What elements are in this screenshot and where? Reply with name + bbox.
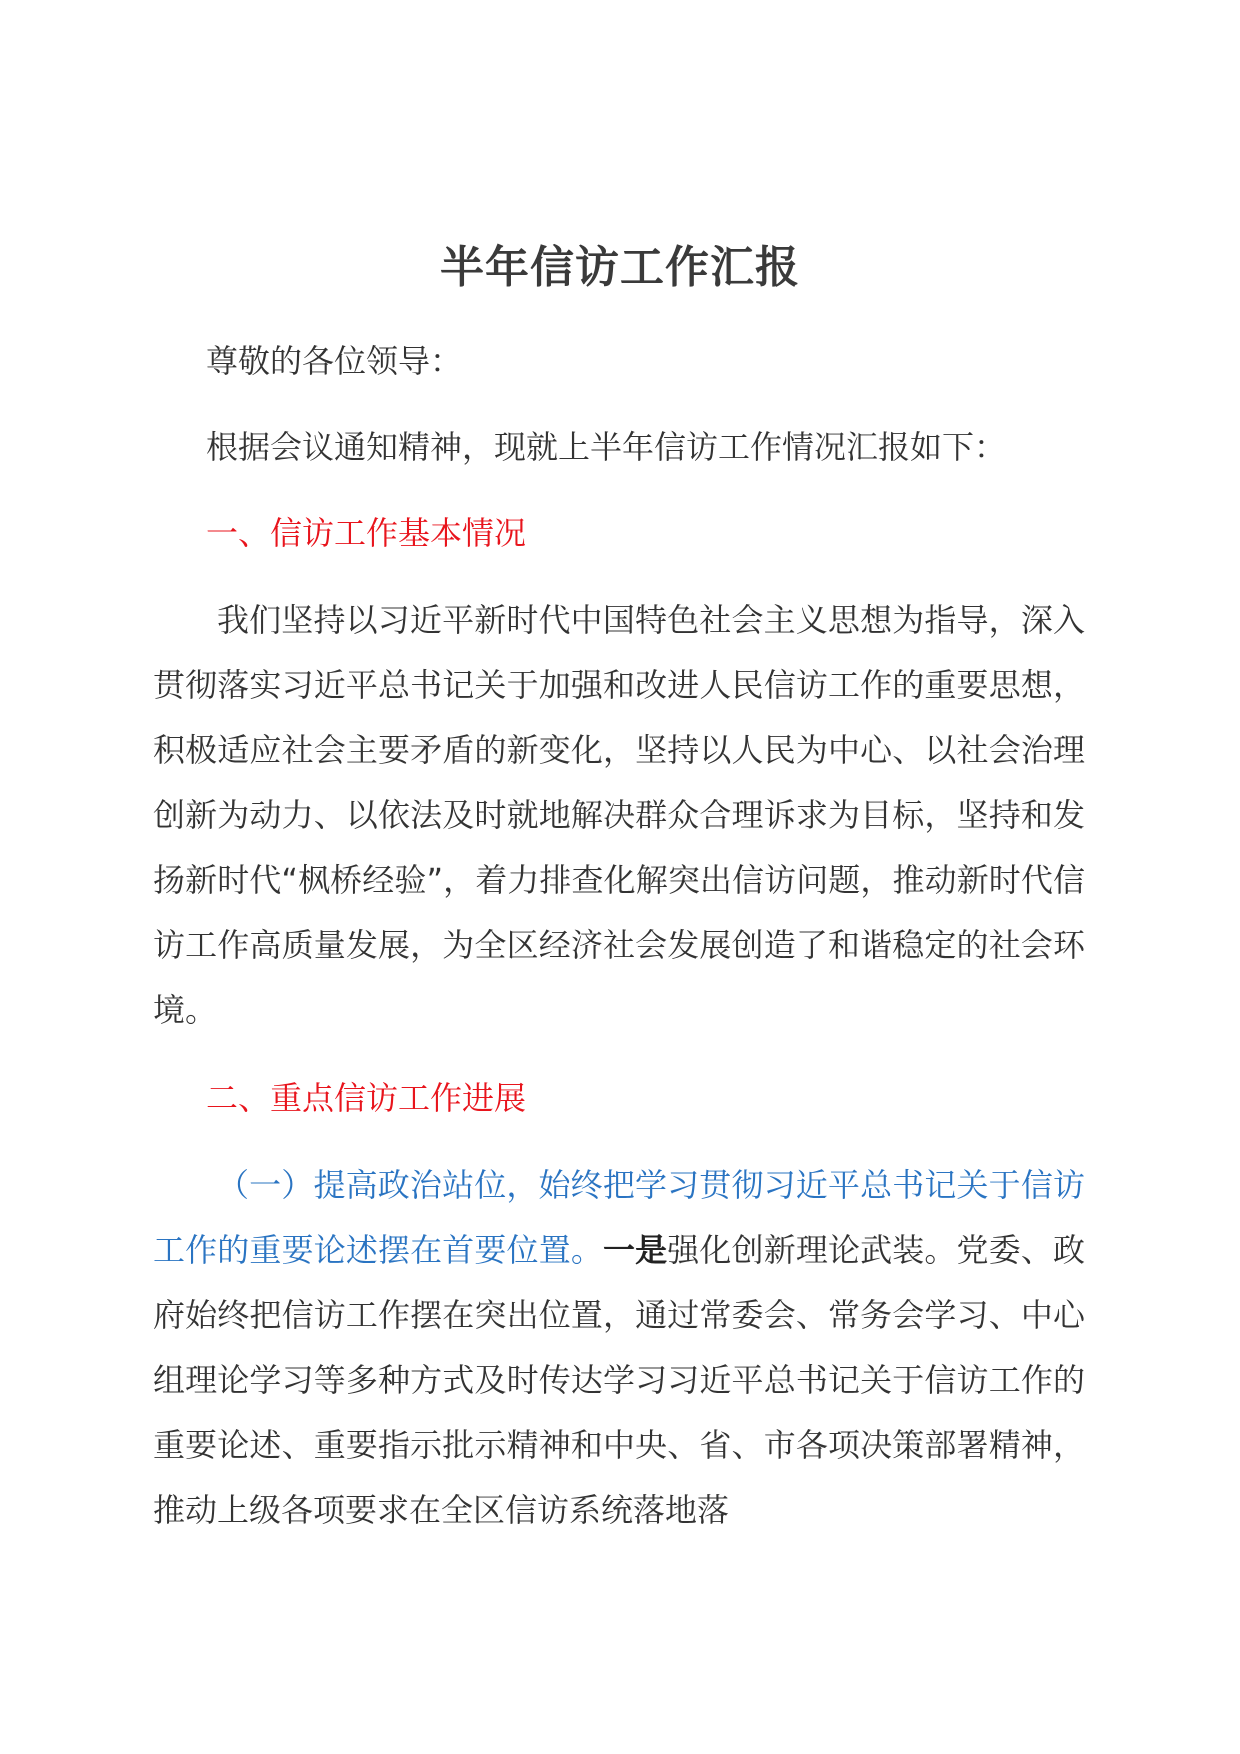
section2-paragraph: [153, 1153, 1085, 1543]
subsection1-lead: 一是: [602, 1231, 668, 1269]
intro-paragraph: 根据会议通知精神，现就上半年信访工作情况汇报如下：: [206, 428, 1007, 466]
section1-heading: 一、信访工作基本情况: [206, 514, 527, 552]
salutation: 尊敬的各位领导：: [206, 342, 463, 380]
section2-heading: 二、重点信访工作进展: [206, 1079, 527, 1117]
document-title: 半年信访工作汇报: [440, 242, 800, 293]
subsection1-heading: （一）提高政治站位，始终把学习贯彻习近平总书记关于信访工作的重要论述摆在首要位置。: [153, 1166, 1085, 1269]
subsection1-text: 强化创新理论武装。党委、政府始终把信访工作摆在突出位置，通过常委会、常务会学习、中心组理论学习等多种方式及时传达学习习近平总书记关于信访工作的重要论述、重要指示批示精神和中央、省、市各项决策部署精神，推动上级各项要求在全区信访系统落地落: [153, 1231, 1085, 1529]
section1-paragraph: 我们坚持以习近平新时代中国特色社会主义思想为指导，深入贯彻落实习近平总书记关于加强和改进人民信访工作的重要思想，积极适应社会主要矛盾的新变化，坚持以人民为中心、以社会治理创新为动力、以依法及时就地解决群众合理诉求为目标，坚持和发扬新时代“枫桥经验”，着力排查化解突出信访问题，推动新时代信访工作高质量发展，为全区经济社会发展创造了和谐稳定的社会环境。: [153, 601, 1085, 1029]
